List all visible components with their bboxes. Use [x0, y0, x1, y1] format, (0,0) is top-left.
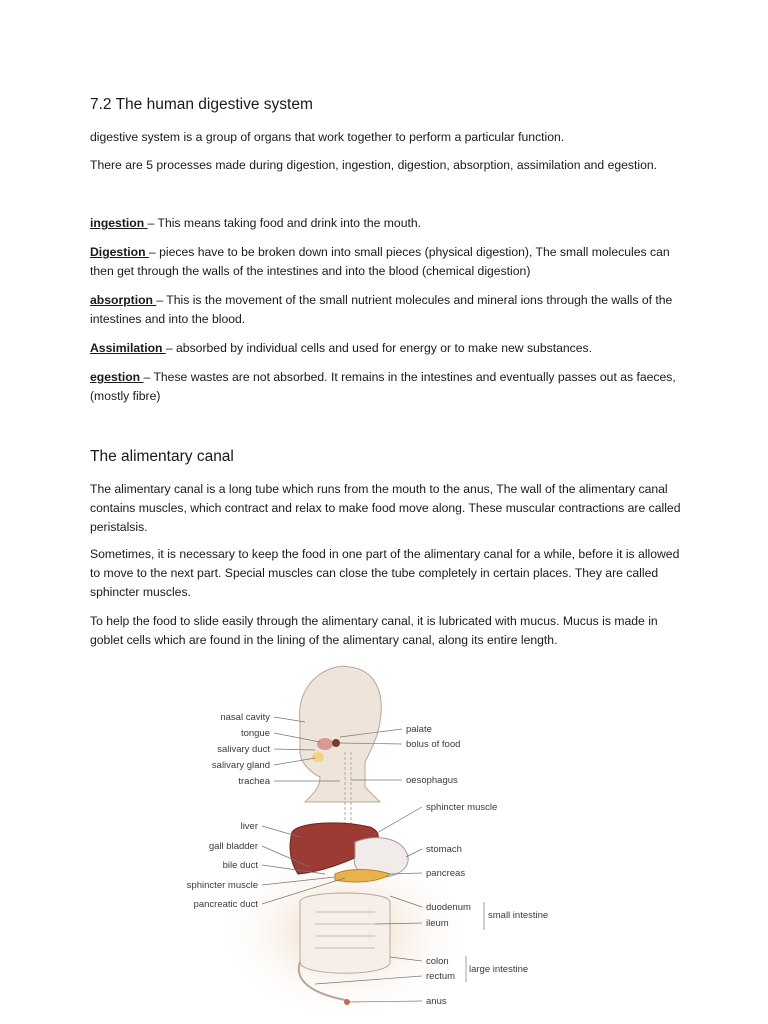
label-stomach: stomach — [426, 844, 462, 855]
label-rectum: rectum — [426, 971, 456, 982]
paragraph-peristalsis: The alimentary canal is a long tube which runs from the mouth to the anus, The wall of the alimentary canal contains muscles, which contract and relax to make food move along. These muscular contractions are called peristalsis. — [90, 482, 681, 534]
term-ingestion: ingestion — [90, 216, 148, 230]
head-outline — [300, 666, 382, 802]
paragraph-sphincter: Sometimes, it is necessary to keep the food in one part of the alimentary canal for a while, before it is allowed to move to the next part. Special muscles can close the tube completely in certain places. They are called sphincter muscles. — [90, 547, 680, 599]
label-gall-bladder: gall bladder — [208, 841, 258, 852]
definition-ingestion — [90, 214, 690, 233]
digestive-system-diagram — [170, 662, 570, 1012]
page-title: 7.2 The human digestive system — [90, 96, 313, 113]
intro-paragraph: digestive system is a group of organs that work together to perform a particular function. — [90, 130, 565, 144]
paragraph-mucus: To help the food to slide easily through the alimentary canal, it is lubricated with mucus. Mucus is made in goblet cells which are found in the lining of the alimentary canal, along its entire length. — [90, 614, 658, 647]
label-bile-duct: bile duct — [222, 860, 258, 871]
label-sphincter-muscle-left: sphincter muscle — [186, 880, 258, 891]
label-pancreas: pancreas — [426, 868, 466, 879]
definition-text: – absorbed by individual cells and used for energy or to make new substances. — [165, 341, 592, 355]
term-absorption: absorption — [90, 293, 157, 307]
definition-text: – pieces have to be broken down into small pieces (physical digestion), The small molecules can then get through the walls of the intestines and into the blood (chemical digestion) — [90, 245, 670, 278]
term-egestion: egestion — [90, 370, 144, 384]
label-large-intestine: large intestine — [469, 964, 529, 975]
term-assimilation: Assimilation — [90, 341, 166, 355]
label-salivary-gland: salivary gland — [211, 760, 270, 771]
term-digestion: Digestion — [90, 245, 149, 259]
label-anus: anus — [426, 996, 447, 1007]
label-liver: liver — [240, 821, 258, 832]
definition-digestion — [90, 243, 690, 281]
label-tongue: tongue — [240, 728, 270, 739]
label-salivary-duct: salivary duct — [217, 744, 270, 755]
label-small-intestine: small intestine — [488, 910, 549, 921]
label-trachea: trachea — [238, 776, 270, 787]
definition-text: – These wastes are not absorbed. It remains in the intestines and eventually passes out as faeces, (mostly fibre) — [90, 370, 676, 403]
label-oesophagus: oesophagus — [406, 775, 458, 786]
label-duodenum: duodenum — [426, 902, 471, 913]
tongue-shape — [317, 738, 333, 750]
definition-text: – This means taking food and drink into the mouth. — [147, 216, 422, 230]
definition-absorption — [90, 291, 690, 329]
label-colon: colon — [426, 956, 449, 967]
label-nasal-cavity: nasal cavity — [220, 712, 270, 723]
processes-paragraph: There are 5 processes made during digestion, ingestion, digestion, absorption, assimilation and egestion. — [90, 158, 658, 172]
definition-assimilation — [90, 339, 690, 358]
label-ileum: ileum — [426, 918, 449, 929]
section-heading-alimentary-canal: The alimentary canal — [90, 448, 234, 465]
label-bolus-of-food: bolus of food — [406, 739, 461, 750]
label-sphincter-muscle-right: sphincter muscle — [426, 802, 498, 813]
bolus-shape — [332, 739, 340, 747]
label-pancreatic-duct: pancreatic duct — [193, 899, 258, 910]
definition-egestion — [90, 368, 690, 406]
anus-shape — [344, 999, 350, 1005]
definition-text: – This is the movement of the small nutrient molecules and mineral ions through the walls of the intestines and into the blood. — [90, 293, 673, 326]
label-palate: palate — [406, 724, 432, 735]
salivary-gland-shape — [312, 752, 324, 762]
intestine-shape — [300, 893, 390, 973]
